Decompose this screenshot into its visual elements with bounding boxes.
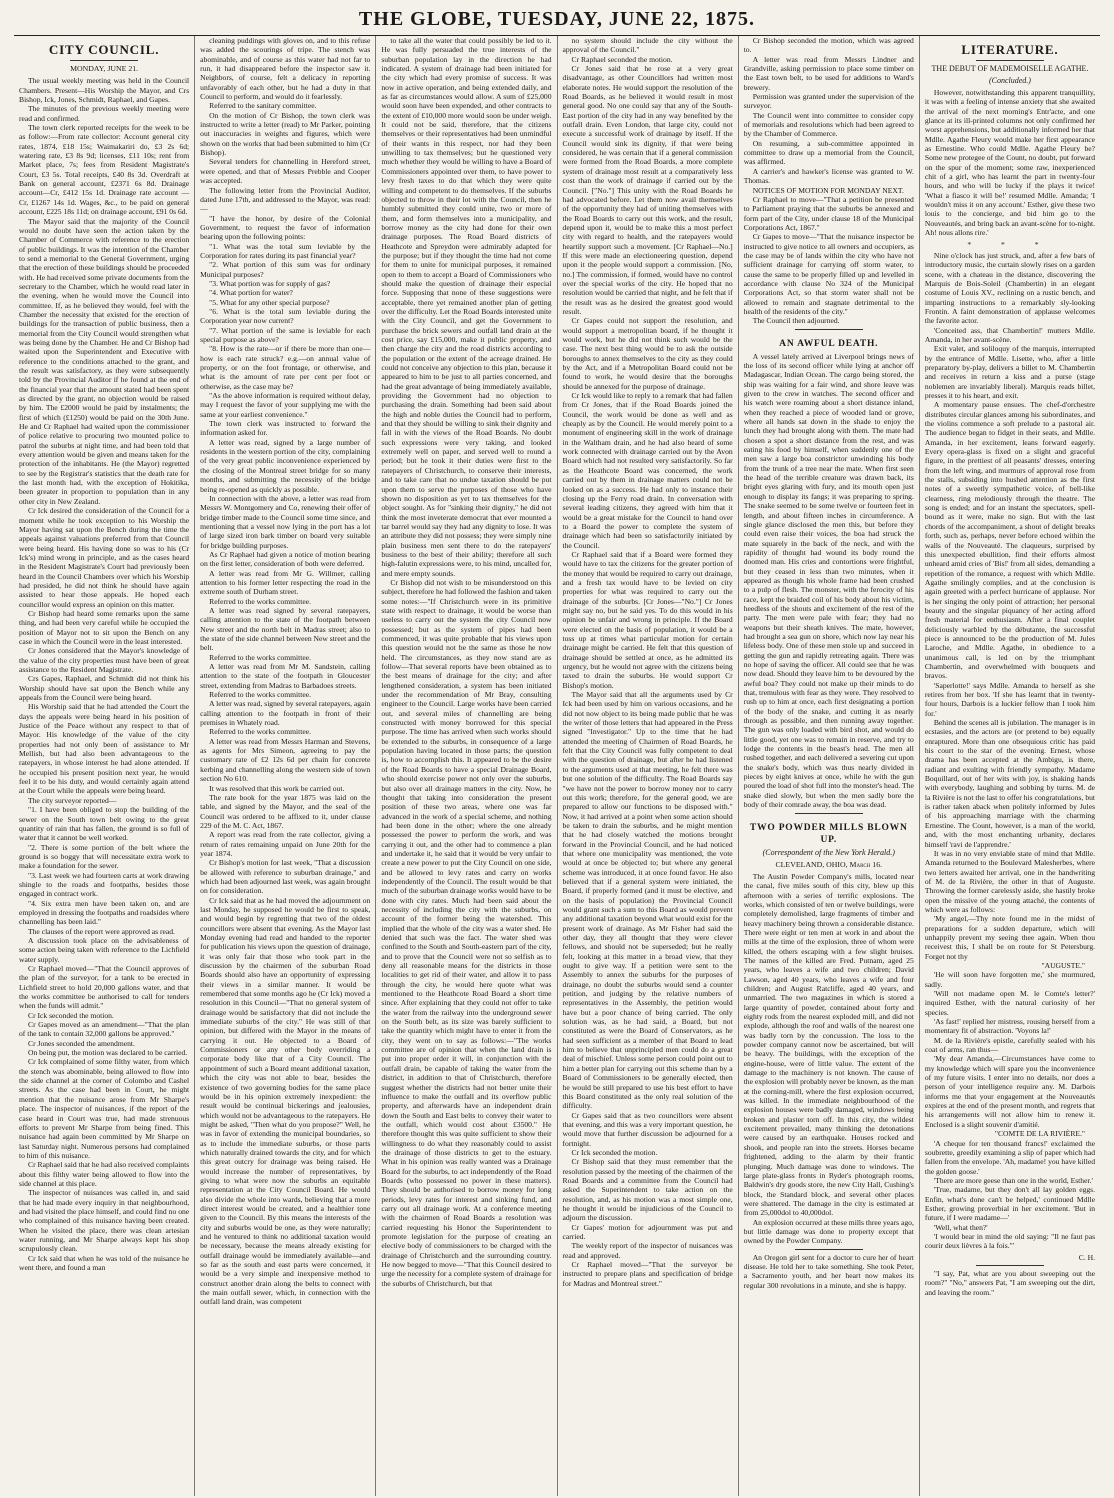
paragraph: The Mayor said that the majority of the Council would no doubt have seen the action taken by the Chamber of Commerce with reference to the erection of public buildings. It was the intention of the Chamber to send a memorial to the General Government, urging that the erection of these buildings should be proceeded with. He had received some private documents from the secretary to the Chamber, which he would read later in the evening, when he would move the Council into committee. If, as he believed they would, feel with the Chamber the necessity that existed for the erection of buildings for the transaction of public business, then a memorial from the City Council would strengthen what was being done by the Chamber. He and Cr Bishop had waited upon the Superintendent and Executive with reference to the conditions attached to the grant, and the result was satisfactory, as they were subsequently told by the Provincial Auditor if he found at the end of the financial year that the amount stated had been spent as directed by the grant, no objection would be raised by him. The £2000 would be paid by instalments; the first of which (£1250) would be paid on the 30th June. He and Cr Raphael had waited upon the commissioner of police relative to procuring two mounted police to patrol the suburbs at night time, and had been told that every attention would be given and means taken for the protection of the inhabitants. He (the Mayor) regretted to see by the Registrar's statistics that the death rate for the last month had, with the exception of Hokitika, been greater in proportion to population than in any other city in New Zealand. [19,216,190,506]
paragraph: Cr Raphael said that if a Board were formed they would have to tax the citizens for the greater portion of the money that would be required to carry out drainage, and a fresh tax would have to be levied on city properties for what was required to carry out the drainage of the suburbs. [Cr Jones—"No."] Cr Jones might say no, but he said yes. To do this would in his opinion be unfair and wrong in principle. If the Board were elected on the basis of population, it would be a toss up at times what particular motion for certain drainage might be carried. He felt that this question of drainage should be settled at once, as he admitted its urgency, but he would not agree with the citizens being taxed to drain the suburbs. He would support Cr Bishop's motion. [562,549,733,690]
paragraph: no system should include the city without the approval of the Council." [562,36,733,55]
mills-subhead: (Correspondent of the New York Herald.) [762,847,895,857]
column-4 [558,36,739,1496]
column-6 [920,36,1100,1496]
paragraph: Exit valet, and soliloquy of the marquis, interrupted by the entrance of Mdlle. Lisette, who, after a little preparatory by-play, delivers a billet to M. Chambertin and receives in return a kiss and a purse (stage noblemen are invariably liberal). Marquis reads billet, presses it to his heart, and exit. [924,344,1096,400]
paragraph: Referred to the works committee. [209,690,312,700]
paragraph: A letter was read signed by several ratepayers, calling attention to the state of the footpath between New street and the north belt in Madras street; also to the state of the side channel between New street and the belt. [200,605,371,653]
paragraph: It was resolved that this work be carried out. [209,783,345,793]
council-body-3 [381,36,551,1288]
paragraph: Cr Ick said that as he had moved the adjournment on last Monday, he supposed he would be first to speak, and would begin by regretting that two of the oldest councillors were absent that evening. As the Mayor last Monday evening had read and handed to the reporter for publication his views upon the question of drainage, it was only fair that those who took part in the discussion by the chairmen of the suburban Road Boards should also have an opportunity of expressing their views in a similar manner. It would be remembered that some months ago he (Cr Ick) moved a resolution in this Council—"That no general system of drainage would be satisfactory that did not include the immediate suburbs of the city." He was still of that opinion, but differed with the Mayor in the means of carrying it out. He objected to a Board of Commissioners or any other body overriding a corporate body like that of a City Council. The appointment of such a Board meant additional taxation, which the city was not able to bear, besides the existence of two governing bodies for the same place would be in his opinion extremely inexpedient: the result would be continual bickerings and jealousies, which would not be advantageous to the ratepayers. He might be asked, "Then what do you propose?" Well, he was in favor of extending the municipal boundaries, so as to include the immediate suburbs, or those parts which naturally drained towards the city, and for which this great outcry for drainage was being raised. He would increase the number of representatives, by giving to what were now the suburbs an equitable representation at the City Council Board. He would also divide the whole into wards, believing that a more direct interest would be created, and a healthier tone given to the Council. By this means the interests of the city and suburbs would be one, as they were naturally; and he ventured to think no additional taxation would be necessary, because the means already existing for outfall drainage would be immediately available—and so far as the south and east parts were concerned, it would be a very simple and inexpensive method to construct another drain along the belts to connect with the main outfall sewer, which, in connection with the outfall land drain, was competent [200,895,371,1307]
paragraph: The Austin Powder Company's mills, located near the canal, five miles south of this city, blew up this afternoon with a series of terrific explosions. The works, which consisted of ten or twelve buildings, were completely demolished, large fragments of timber and heavy machinery being thrown a considerable distance. There were eight or ten men at work in and about the mills at the time of the explosion, three of whom were killed, the others escaping with a few slight bruises. The names of the killed are Fred. Putnam, aged 25 years, who leaves a wife and two children; David Lawson, aged 40 years, who leaves a wife and four children; and August Ratcliffe, aged 40 years, and unmarried. The two magazines in which is stored a large quantity of powder, contained about forty and eighty rods from the nearest exploded mill, and did not explode, although the roof and walls of the nearest one was badly torn by the concussion. The loss to the powder company cannot now be ascertained, but will be heavy. The buildings, with the exception of the engine-house, were of little value. The extent of the damage to the machinery is not known. The cause of the explosion will probably never be known, as the man at the corning-mill, where the first explosion occurred, was killed. In the immediate neighbourhood of the explosion houses were badly damaged, windows being broken and plaster torn off. In this city, the wildest excitement prevailed, many thinking the detonations were caused by an earthquake. Houses rocked and shook, and people ran into the streets. Horses became frightened, adding to the alarm by their frantic plunging. Much damage was done to windows. The large plate-glass fronts in Ryder's photograph rooms, Baldwin's dry goods store, the new City Hall, Cushing's block, the Standard block, and several other places were shattered. The damage in the city is estimated at from 25,000dol to 40,000dol. [743,871,914,1218]
paragraph: A letter was read, signed by several ratepayers, again calling attention to the footpath in front of their premises in Whately road. [200,699,371,728]
paragraph: Cr Ick would like to reply to a remark that had fallen from Cr Jones, that if the Road Boards joined the Council, the work would be done as well and as cheaply as by the Council. He would merely point to a monument of engineering skill in the work of drainage in the Waltham drain, and he had also heard of some work connected with drainage carried out by the Avon Board which had not resulted very satisfactorily. So far as the Heathcote Board was concerned, the work carried out by them in drainage matters could not be looked on as a success. He had only to instance their closing up the Ferry road drain. In conversation with several leading citizens, they agreed with him that it would be a great mistake for the Council to hand over to a Board the power to complete the system of drainage which had been so satisfactorily initiated by the Council. [562,391,733,550]
paragraph: The town clerk reported receipts for the week to be as follow:—From rate collector: Account general city rates, 1874, £18 15s; Waimakariri do, £3 2s 6d; watering rate, £3 8s 9d; licenses, £11 10s; rent from Market place, 7s; fees from Resident Magistrate's Court, £3 5s. Total receipts, £40 8s 3d. Overdraft at Bank on general account, £2371 6s 8d. Drainage account—Cr, £412 15s 1d. Drainage rate account — Cr, £1267 14s 1d. Wages, &c., to be paid on general account, £225 18s 11d; on drainage account, £91 0s 6d. [19,123,190,217]
paragraph: to take all the water that could possibly be led to it. He was fully persuaded the true interests of the suburban population lay in the direction he had indicated. A system of drainage had been initiated for the city which had every promise of success. It was now in active operation, and being extended daily, and as far as circumstances would allow. A sum of £25,000 would soon have been expended, and other contracts to the extent of £10,000 more would soon be under weigh. It could not be said, therefore, that the citizens themselves or their representatives had been unmindful of their wants in this respect, nor had they been unwilling to tax themselves; but he questioned very much whether they would be willing to have a Board of Commissioners appointed over them, to have power to levy fresh taxes to do that which they were quite willing and competent to do themselves. If the suburbs objected to throw in their lot with the Council, then he humbly submitted they could unite, two or more of them, and form themselves into a municipality, and borrow money as the city had done for their own drainage purposes. The Road Board districts of Heathcote and Spreydon were admirably adapted for the purpose; but if they thought the time had not come for them to unite for municipal purposes, it remained open to them to accept a Board of Commissioners who should make the question of drainage their especial force. Supposing that none of these suggestions were acceptable, there yet remained another plan of getting over the difficulty. Let the Road Boards interested unite with the City Council, and get the Government to purchase the brick sewers and outfall land drain at the cost price, say £15,000, make it public property, and then charge the city and the road districts according to the population or the extent of the acreage drained. He could not conceive any objection to this plan, because it appeared to him to be just to all parties concerned, and had the great advantage of being immediately available, providing the Government had no objection to purchasing the drain. Something had been said about the high and noble duties the Council had to perform, and that they should be willing to sink their dignity and fall in with the views of the Road Boards. No doubt such expressions were very taking, and looked extremely well on paper, and served well to round a period; but he took it their duties were first to the ratepayers of Christchurch, to conserve their interests, and to take care that no undue taxation should be put upon them to serve the purposes of those who have shown no disposition as yet to tax themselves for the object sought. As for "sinking their dignity," he did not think the most inveterate democrat that ever mounted a tar barrel would say they had any dignity to lose. It was an attribute they did not possess; they were simply nine plain business men sent there to do the ratepayers' business to the best of their ability; therefore all such high-falutin expressions were, to his mind, uncalled for, and mere empty sounds. [381,36,552,578]
paragraph: Several tenders for channelling in Hereford street, were opened, and that of Messrs Prebble and Cooper was accepted. [200,157,371,186]
paragraph: "4. What portion for water? [209,288,293,298]
paragraph: The Council went into committee to consider copy of memorials and resolutions which had been agreed to by the Chamber of Commerce. [743,110,914,139]
paragraph: Behind the scenes all is jubilation. The manager is in ecstasies, and the actors are (or pretend to be) equally enraptured. More than one obsequious critic has paid his court to the star of the evening. Ernest, whose drama has been accepted at the Ambigu, is there, radiant and exulting with friendly sympathy. Madame Boquillard, out of her wits with joy, is shaking hands with everybody, laughing and sobbing by turns. M. de la Rivière is not the last to offer his congratulations, but is rather taken aback when politely informed by Jules of his approaching marriage with the charming Ernestine. The Count, however, is a man of the world, and, with the most enchanting urbanity, declares himself 'ravi de l'apprendre.' [924,718,1096,849]
signature-auguste: "AUGUSTE." [1041,960,1086,970]
paragraph: Referred to the sanitary committee. [209,101,317,111]
paragraph: "7. What portion of the same is leviable for each special purpose as above? [200,325,371,344]
paragraph: Cr Bishop seconded the motion, which was agreed to. [743,36,914,55]
paragraph: Referred to the works committee. [209,727,312,737]
paragraph: Cr Jones seconded the amendment. [28,1038,135,1048]
paragraph: It was in no very enviable state of mind that Mdlle. Amanda returned to the Boulevard Malesherbes, where two letters awaited her arrival, one in the handwriting of M. de la Rivière, the other in that of Auguste. Throwing the former carelessly aside, she hastily broke open the missive of the young attaché, the contents of which were as follows: [924,848,1096,914]
paragraph: However, notwithstanding this apparent tranquillity, it was with a feeling of intense anxiety that she awaited the arrival of the next morning's Entr'acte, and one glance at its ill-printed columns not only confirmed her worst apprehensions, but additionally informed her that Mdlle. Agathe Fleury would make her first appearance as Ernestine. Who could Mdlle. Agathe Fleury be? Some new protegee of the Count, no doubt, put forward on the spur of the moment; some raw, inexperienced chit of a girl, who has learnt the part in twenty-four hours, and who will be lucky if the plays it twice! 'What a fiasco it will be!' resumed Mdlle. Amanda; 'I wouldn't miss it on any account.' Esther, give these two louis to the concierge, and bid him go to the Nouveautés, and bring back an avant-scène for to-night. Ah! nous allons rire.' [924,88,1096,238]
paragraph: Cr Ick complained of some filthy water, from which the stench was abominable, being allowed to flow into the side channel at the corner of Colombo and Cashel streets. As the case had been in Court, he might mention that the nuisance arose from Mr Sharpe's place. The inspector of nuisances, if the report of the case heard in Court was true, had made strenuous efforts to prevent Mr Sharpe from being fined. This nuisance had again been committed by Mr Sharpe on last Saturday night. Numerous persons had complained to him of this nuisance. [19,1057,190,1160]
literature-body-3 [925,970,1095,1129]
paragraph: Permission was granted under the supervision of the surveyor. [743,92,914,111]
paragraph: A letter was read from Messrs Harman and Stevens, as agents for Mrs Simeon, agreeing to pay the customary rate of £2 12s 6d per chain for concrete kerbing and channelling along the western side of town section No 610. [200,736,371,784]
literature-concluded: (Concluded.) [988,76,1031,85]
paragraph: Cr Bishop did not wish to be misunderstood on this subject, therefore he had followed the fashion and taken some notes:—"If Christchurch were in its primitive state with respect to drainage, it would be worse than useless to carry out the system the city Council now possessed; but as the system of pipes had been commenced, it was quite probable that his views upon this question would not be the same as those he now held. The circumstances, as they now stand are as follow—That several reports have been obtained as to the best means of drainage for the city; and after lengthened consideration, a system has been initiated under the recommendation of Mr Bray, consulting engineer to the Council. Large works have been carried out, and several miles of channelling are being constructed with money borrowed for this special purpose. The time has arrived when such works should be extended to the suburbs, in consequence of a large population having located in those parts; the question is, how to accomplish this. It appeared to be the desire of the Road Boards to have a special Drainage Board, who should exercise power not only over the suburbs, but also over all drainage matters in the city. Now, he thought that taking into consideration the present position of these two areas, where one was far advanced in the work of a special scheme, and nothing had been done in the other; where the one already possessed the power to perform the work, and was carrying it out, and the other had to commence a plan and undertake it, he said that it would be very unfair to create a new power to put the City Council on one side, and be allowed to levy rates and carry on works independently of the Council. The result would be that much of the suburban drainage works would have to be done with city rates. Much had been said about the necessity of including the city with the suburbs, on account of the former being the watershed. This implied that the whole of the city was a water shed. He denied that such was the fact. The water shed was confined to the South and South-eastern part of the city, and to prove that the Council were not so selfish as to deny all reasonable means for the districts in those localities to get rid of their water, and allow it to pass through the city, he would here quote what was mentioned to the Heathcote Road Board a short time since. After explaining that they could not offer to take the water from the railway into the underground sewer on the South belt, as its size was barely sufficient to take the quantity which might have to enter it from the city, they went on to say as follows:—"The works committee are of opinion that when the land drain is put into proper order it will, in conjunction with the outfall drain, be capable of taking the water from the district, in addition to that of Christchurch, therefore suggest whether the districts had not better unite their influence to make the outfall and its overflow public property, and afterwards have an independent drain down the South and East belts to convey their water to the outfall, which would cost about £3500." He therefore thought this was quite sufficient to show their willingness to do what they reasonably could to assist the drainage of those districts to get to the estuary. What in his opinion was really wanted was a Drainage Board for the suburbs, to act independently of the Road Boards (who possessed no power in these matters). They should be authorised to borrow money for long periods, levy rates for interest and sinking fund, and carry out all drainage work. At a conference meeting with the chairmen of Road Boards a resolution was carried requesting his Honor the Superintendent to promote legislation for the purpose of creating an elective body of commissioners to be charged with the drainage of Christchurch and the surrounding country. He now begged to move—"That this Council desired to urge the necessity for a complete system of drainage for the suburbs of Christchurch, but that [381,577,552,1288]
paragraph: "1. I have been obliged to stop the building of the sewer on the South town belt owing to the great quantity of rain that has fallen, the ground is so full of water that it cannot be well worked. [19,805,190,843]
paragraph: 'Well, what then?' [933,1222,988,1232]
paragraph: Cr Raphael moved—"That the Council approves of the plan of the surveyor, for a tank to be erected in Lichfield street to hold 20,000 gallons water, and that the works committee be authorised to call for tenders when the funds will admit." [19,964,190,1011]
column-1 [14,36,195,1496]
paragraph: "3. Last week we had fourteen carts at work drawing shingle to the roads and footpaths, besides those engaged in contract work. [19,870,190,899]
paragraph: Cr Bishop had heard some remarks upon the same thing, and had been very careful while he occupied the position of Mayor not to sit upon the Bench on any case in which the Council were in the least interested. [19,608,190,646]
section-stars: * * * [967,239,1053,249]
paragraph: "I have the honor, by desire of the Colonial Government, to request the favor of information bearing upon the following points: [200,213,371,242]
paragraph: A letter was read from Mr G. Willmer, calling attention to his former letter respecting the road in the extreme south of Durham street. [200,568,371,597]
paragraph: On resuming, a sub-committee appointed in committee to draw up a memorial from the Council, was affirmed. [743,138,914,167]
paragraph: Cr Gapes' motion for adjournment was put and carried. [562,1222,733,1241]
death-heading: AN AWFUL DEATH. [779,338,879,349]
paragraph: "2. What portion of this sum was for ordinary Municipal purposes? [200,260,371,279]
mills-dateline: CLEVELAND, OHIO, March 16. [775,859,883,869]
paragraph: Cr Gapes to move—"That the nuisance inspector be instructed to give notice to all owners and occupiers, as the case may be of lands within the city who have not sufficient drainage for carrying off storm water, to cause the same to be properly filled up and levelled in accordance with clause No 324 of the Municipal Corporations Act, so that storm water shall not be allowed to remain and stagnate detrimental to the health of the residents of the city." [743,232,914,316]
paragraph: The weekly report of the inspector of nuisances was read and approved. [562,1241,733,1260]
column-3 [376,36,557,1496]
paragraph: 'My dear Amanda,—Circumstances have come to my knowledge which will spare you the inconvenience of my future visits. I enter into no details, nor does a person of your intelligence require any. M. Darbois informs me that your engagement at the Nouveautés expires at the end of the present month, and regrets that his arrangements will not allow him to renew it. Enclosed is a slight souvenir d'amitié. [924,1054,1096,1129]
divider [795,813,863,814]
divider [976,1265,1044,1266]
paragraph: The inspector of nuisances was called in, and said that he had made every inquiry in that neighbourhood, and had visited the place himself, and could find no one who complained of this nuisance having been created. When he visited the place, there was clean artesian water running, and Mr Sharpe always kept his shop scrupulously clean. [19,1188,190,1254]
paragraph: 'As fast!' replied her mistress, rousing herself from a momentary fit of abstraction. 'Voyons la!' [924,1017,1096,1036]
paragraph: 'Will not madame open M. le Comte's letter?' inquired Esther, with the natural curiosity of her species. [924,989,1096,1017]
column-2 [195,36,376,1496]
literature-subhead: THE DEBUT OF MADEMOISELLE AGATHE. [931,64,1089,73]
divider [70,60,138,61]
paragraph: Referred to the works committee. [209,652,312,662]
paragraph: The usual weekly meeting was held in the Council Chambers. Present—His Worship the Mayor, and Crs Bishop, Ick, Jones, Schmidt, Raphael, and Gapes. [19,76,190,105]
paragraph: Crs Gapes, Raphael, and Schmidt did not think his Worship should have sat upon the Bench while any appeals from the Council were being heard. [19,674,190,703]
paragraph: On being put, the motion was declared to be carried. [28,1048,188,1058]
signature-initials: C. H. [1078,1252,1096,1262]
paragraph: A discussion took place on the advisableness of some action being taken with reference to the Lichfield water supply. [19,935,190,964]
paragraph: 'I would bear in mind the old saying: "Il ne faut pas courir deux lièvres à la fois."' [924,1231,1096,1251]
paragraph: Cr Jones considered that the Mayor's knowledge of the value of the city properties must have been of great assistance to the Resident Magistrate. [19,646,190,674]
paragraph: NOTICES OF MOTION FOR MONDAY NEXT. [752,185,904,195]
council-heading: CITY COUNCIL. [48,42,160,57]
paragraph: M. de la Rivière's epistle, carefully sealed with his coat of arms, ran thus— [924,1035,1096,1055]
paragraph: "8. How is the rate—or if there be more than one—how is each rate struck? e.g.—on annual value of property, or on the foot frontage, or otherwise, and what is the amount of rate per cent per foot or otherwise, as the case may be? [200,344,371,391]
paragraph: The clauses of the report were approved as read. [28,926,175,936]
paragraph: Referred to the works committee. [209,596,312,606]
paragraph: A letter was read from Mr M. Sandstein, calling attention to the state of the footpath in Gloucester street, extending from Madras to Barbadoes streets. [200,662,371,690]
council-body-5 [744,36,914,326]
paragraph: The following letter from the Provincial Auditor, dated June 17th, and addressed to the Mayor, was read:— [200,185,371,214]
oregon-item: An Oregon girl sent for a doctor to cure her of heart disease. He told her to take something. She took Peter, a Sacramento youth, and her heart now makes its regular 300 revolutions in a minute, and she is happy. [743,1252,914,1290]
paragraph: The minutes of the previous weekly meeting were read and confirmed. [19,104,190,123]
paragraph: 'Saperlotte!' says Mdlle. Amanda to herself as she retires from her box. 'If she has learnt that in twenty-four hours, Darbois is a luckier fellow than I took him for.' [924,680,1096,718]
divider [795,1249,863,1250]
paragraph: "3. What portion was for supply of gas? [209,278,331,288]
paragraph: The rate book for the year 1875 was laid on the table, and signed by the Mayor, and the seal of the Council was ordered to be affixed to it, under clause 229 of the M. C. Act, 1867. [200,792,371,830]
paragraph: Cr Raphael to move—"That a petition be presented to Parliament praying that the suburbs be annexed and form part of the City, under clause 18 of the Municipal Corporations Act, 1867." [743,194,914,232]
paragraph: 'A cheque for ten thousand francs!' exclaimed the soubrette, greedily examining a slip of paper which had fallen from the envelope. 'Ah, madame! you have killed the golden goose.' [924,1138,1096,1176]
paragraph: "2. There is some portion of the belt where the ground is so boggy that will necessitate extra work to make a foundation for the sewer. [19,842,190,871]
paragraph: Cr Raphael moved—"That the surveyor be instructed to prepare plans and specification of bridge for Madras and Montreal street." [562,1260,733,1288]
mills-heading: TWO POWDER MILLS BLOWN UP. [749,822,908,845]
columns [14,36,1100,1496]
divider [795,329,863,330]
paragraph: "6. What is the total sum leviable during the Corporation year now current? [200,306,371,326]
paragraph: Nine o'clock has just struck, and, after a few bars of introductory music, the curtain slowly rises on a garden scene, with a chateau in the distance, discovering the Marquis de Bois-Soleil (Chambertin) in an elegant costume of Louis XV., reclining on a rustic bench, and imparting instructions to a remarkably sly-looking Frontin. A faint demonstration of applause welcomes the favorite actor. [924,250,1096,326]
paragraph: As Cr Raphael had given a notice of motion bearing on the first letter, consideration of both were deferred. [200,549,371,569]
paragraph: 'Conceited ass, that Chambertin!' mutters Mdlle. Amanda, in her avant-scène. [924,325,1096,344]
paragraph: Cr Raphael seconded the motion. [571,54,673,64]
paragraph: The city surveyor reported— [28,795,117,805]
paragraph: Cr Gapes said that as two councillors were absent that evening, and this was a very important question, he would move that further discussion be adjourned for a fortnight. [562,1110,733,1148]
council-body-2 [200,36,370,1307]
paragraph: Cr Ick seconded the motion. [571,1147,658,1157]
council-body-1 [19,76,189,1272]
literature-heading: LITERATURE. [961,42,1059,57]
paragraph: 'There are more geese than one in the world, Esther.' [933,1175,1093,1185]
paragraph: Cr Ick said that when he was told of the nuisance he went there, and found a man [19,1253,190,1272]
death-body [744,352,914,810]
paragraph: A letter was read from Messrs Lindner and Grandville, asking permission to place some timber on the East town belt, to be used for additions to Ward's brewery. [743,54,914,92]
literature-body-1 [925,88,1095,238]
council-dateline: MONDAY, JUNE 21. [70,64,139,73]
signature-comte: "COMTE DE LA RIVIÈRE." [994,1129,1086,1139]
paragraph: "5. What for any other special purpose? [209,297,330,307]
literature-body-2 [925,251,1095,961]
paragraph: Cr Ick seconded the motion. [28,1010,114,1020]
paragraph: Cr Gapes could not support the resolution, and would support a metropolitan board, if he thought it would work, but he did not think such would be the case. The next best thing would be to ask the outside boroughs to annex themselves to the city as they could by the Act, and if a Metropolitan Board could not be found to work, he would desire that the boroughs should be annexed for the purpose of drainage. [562,316,733,391]
paragraph: cleaning puddings with gloves on, and to this refuse was added the scourings of tripe. The stench was abominable, and of course as this water had not far to run, it had disappeared before the inspector saw it. Neighbors, of course, felt a delicacy in reporting unfavorably of each other, but he had a duty in that Council to perform, and would do it fearlessly. [200,36,371,102]
paragraph: A letter was read, signed by a large number of residents in the western portion of the city, complaining of the very great public inconvenience experienced by the closing of the Montreal street bridge for so many months, and submitting the necessity of the bridge being re-opened as quickly as possible. [200,437,371,494]
mills-body [744,872,914,1246]
paragraph: Cr Bishop said that they must remember that the resolution passed by the meeting of the chairmen of the Road Boards and a committee from the Council had asked the Superintendent to take action on the resolution, and, as his motion was a most simple one, he thought it would be injudicious of the Council to adjourn the discussion. [562,1157,733,1223]
paragraph: The town clerk was instructed to forward the information asked for. [200,419,371,438]
paragraph: A momentary pause ensues. The chef-d'orchestre distributes circular glances among his subordinates, and the violins commence a soft prelude to a pastoral air. The audience began to fidget in their seats, and Mdlle. Amanda, in her excitement, leans forward eagerly. Every opera-glass is fixed on a slight and graceful figure, in the prettiest of all peasants' dresses, entering from the left wing, and murmurs of approval rose from the stalls, subsiding into hushed attention as the first notes of a sweetly sympathetic voice, of bell-like clearness, ring melodiously through the theatre. The song is ended; and for an instant the spectators, spell-bound as it were, make no sign. But with the last chords of the accompaniment, a shout of delight breaks forth, such as, perhaps, never before echoed within the walls of the Nouveauté. The claqueurs, surprised by this unexpected ebullition, find their efforts almost unheard amid cries of 'Bis!' from all sides, demanding a repetition of the romance, a request with which Mdlle. Agathe smilingly complies, and at the conclusion is again greeted with a perfect hurricane of applause. Nor is her singing the only point of attraction; her personal beauty and the singular piquancy of her acting afford fresh material for enthusiasm. After a final couplet deliciously warbled by the débutante, the successful piece is announced to be the production of M. Jules Laroche, and Mdlle. Agathe, in obedience to a unanimous call, is led on by the triumphant Chambertin, and overwhelmed with bouquets and bravos. [924,400,1096,681]
paragraph: "1. What was the total sum leviable by the Corporation for rates during its past financial year? [200,241,371,260]
divider [976,60,1044,61]
paragraph: His Worship said that he had attended the Court the days the appeals were being heard in his position of Justice of the Peace without any respect to that of Mayor. His knowledge of the value of the city properties had not only been of assistance to Mr Mellish, but had also been advantageous to the ratepayers, in whose interest he had alone attended. If he occupied his present position next year, he would feel it to be his duty, and would certainly again attend at the Court while the appeals were being heard. [19,702,190,796]
literature-body-4 [925,1139,1095,1251]
paragraph: Cr Gapes moved as an amendment—"That the plan of the tank to contain 32,000 gallons be approved." [19,1020,190,1039]
paragraph: Cr Bishop's motion for last week, "That a discussion be allowed with reference to suburban drainage," and which had been adjourned last week, was again brought on for consideration. [200,858,371,896]
paragraph: 'He will soon have forgotten me,' she murmured, sadly. [924,970,1096,989]
paragraph: The Council then adjourned. [752,316,840,326]
paragraph: Cr Ick desired the consideration of the Council for a moment while he took exception to his Worship the Mayor having sat upon the Bench during the time the appeals against valuations preferred from that Council were being heard. His having done so was to his (Cr Ick's) mind wrong in principle, and as the cases heard in the Resident Magistrate's Court had previously been heard in the Council Chambers over which his Worship had presided, he did not think he should have again assisted to hear those appeals. He hoped each councillor would express an opinion on this matter. [19,506,190,609]
paragraph: A vessel lately arrived at Liverpool brings news of the loss of its second officer while lying at anchor off Madagascar, Indian Ocean. The cargo being stored, the ship was waiting for a fair wind, and shore leave was given to the crew in watches. The second officer and his watch were roaming about a short distance inland, when they reached a piece of wooded land or grove, where all hands sat down in the shade to enjoy the lunch they had brought along with them. The mate had chosen a spot a short distance from the rest, and was eating his food by himself, when suddenly one of the men saw a large boa constrictor unwinding his body from the trunk of a tree near the mate. When first seen the head of the terrible creature was drawn back, its bright eyes glaring with fury, and its mouth open just enough to display its fangs; it was preparing to spring. The snake seemed to be some twelve or fourteen feet in length, and about fifteen inches in circumference. A single glance disclosed the men this, but before they could even raise their voices, the boa had struck the mate squarely in the back of the neck, and with the rapidity of thought had wound its body round the doomed man. His cries and contortions were frightful, but they ceased in less than two minutes, when it appeared as though his whole frame had been crushed to a pulp of flesh. The monster, with the ferocity of his race, kept the braided coil of his body about his victim, heedless of the shouts and excitement of the rest of the party. The men were pale with fear; they had no weapons but their sheath knives. The mate, however, had brought a sea gun on shore, which now lay near his lifeless body. One of these men stole up and succeed in getting the gun and rapidly retreating again. There was no hope of saving the officer. All could see that he was now dead. Should they leave him to be devoured by the awful boa? They could not make up their minds to do that, tremulous with fear as they were. They resolved to rush up to him at once, each first designating a portion of the body of the snake, and cutting it as nearly through as possible, and then running away together. The gun was only loaded with bird shot, and would do little good, yet one was to remain in reserve, and try to lodge the contents in the beast's head. The men all rushed together, and each delivered a severing cut upon the snake's body, which was thus nearly divided in pieces by eight knives at once, while he with the gun poured the load of shot full into the monster's head. The snake died slowly, but when the men sadly bore the body of their comrade away, the boa was dead. [743,351,914,810]
paragraph: Cr Jones said that he rose at a very great disadvantage, as other Councillors had written most elaborate notes. He would support the resolution of the Road Boards, as he believed it would result in most general good. No one could say that any of the South-East portion of the city had in any way benefited by the outfall drain. Even London, that large city, could not execute a successful work of drainage by itself. If the Council would sink its dignity, if that were being considered, he was certain that if a general commission were formed from the Road Boards, a more complete system of drainage most result at a comparatively less cost than the work of drainage if carried out by the Council. ["No."] This unity with the Road Boards he had advocated before. Let them now avail themselves of the opportunity they had of uniting themselves with the Road Boards to carry out this work, and the result, depend upon it, would be to make this a most perfect city with regard to health, and the ratepayers would heartily support such a movement. [Cr Raphael—No.] If this were made an electioneering question, depend upon it the people would support a commission. [No, no.] The commission, if formed, would have no control over the special works of the city. He hoped that no resolution would be carried that night, and he felt that if the result was as he desired the greatest good would result. [562,64,733,316]
paragraph: A report was read from the rate collector, giving a return of rates remaining unpaid on June 20th for the year 1874. [200,830,371,858]
paragraph: The Mayor said that all the arguments used by Cr Ick had been used by him on various occasions, and he did not now object to its being made public that he was the writer of those letters that had appeared in the Press signed "Investigator." Up to the time that he had attended the meeting of Chairmen of Road Boards, he felt that the City Council was fully competent to deal with the question of drainage, but after he had listened to the arguments used at that meeting, he felt there was but one solution of the difficulty. The Road Boards say "we have not the power to borrow money nor to carry out this work; therefore, for the general good, we are prepared to allow our functions to be disposed with." Now, it had arrived at a point when some action should be taken to drain the suburbs, and he might mention that he had closely watched the motions brought forward in the Provincial Council, and he had noticed that where one municipality was mentioned, the vote would at once be objected to; but where any general scheme was introduced, it at once found favor. He also believed that if a general system were initiated, the Board, if properly formed (and it must be elective, and on the basis of population) the Provincial Council would grant such a sum to this Board as would prevent any additional taxation beyond what would exist for the present work of drainage. As Mr Fisher had said the other day, they all thought that they were clever fellows, and should not be superseded; but he really felt, looking at this matter in a broad view, that they ought to give way. If a petition were sent to the Assembly to annex the suburbs for the purposes of drainage, no doubt the suburbs would send a counter petition, and judging by the relative numbers of representatives in the Assembly, the petition would have but a poor chance of being carried. The only solution was, as he had said, a Board, but not constituted as were the Board of Conservators, as he had seen sufficient as a member of that Board to lead him to believe that unprincipled men could do a great deal of mischief. Unless some person could point out to him a better plan for carrying out this scheme than by a Board of Commissioners to be generally elected, then he would be still prepared to use his best effort to have this Board constituted as the only real solution of the difficulty. [562,690,733,1111]
paragraph: 'True, madame, but they don't all lay golden eggs. Enfin, what's done can't be helped,' continued Mdlle Esther, growing proverbial in her excitement. 'But in future, if I were madame—' [924,1185,1096,1223]
paragraph: An explosion occurred at these mills three years ago, but little damage was done to property except that owned by the Powder Company. [743,1217,914,1246]
paragraph: "As the above information is required without delay, may I request the favor of your supplying me with the same at your earliest convenience." [200,391,371,419]
paragraph: 'My angel,—Thy note found me in the midst of preparations for a sudden departure, which will unhappily prevent my seeing thee again. When thou receivest this, I shall be on route for St Petersburg. Forget not thy [924,914,1096,961]
paragraph: In connection with the above, a letter was read from Messrs W. Montgomery and Co, renewing their offer of bridge timber made to the Council some time since, and mentioning that a vessel now lying in the port has a lot of large sized iron bark timber on board very suitable for bridge building purposes. [200,493,371,550]
closing-joke: "I say, Pat, what are you about sweeping out the room?" "No," answers Pat, "I am sweeping out the dirt, and leaving the room." [924,1268,1096,1297]
masthead: THE GLOBE, TUESDAY, JUNE 22, 1875. [14,6,1100,36]
council-body-4 [563,36,733,1288]
paragraph: Cr Raphael said that he had also received complaints about this filthy water being allowed to flow into the side channel at this place. [19,1160,190,1188]
column-5 [739,36,920,1496]
paragraph: A carrier's and hawker's license was granted to W. Thomas. [743,166,914,186]
paragraph: On the motion of Cr Bishop, the town clerk was instructed to write a letter (read) to Mr Parker, pointing out inaccuracies in weights and figures, which were shown on the works that had been submitted to him (Cr Bishop). [200,110,371,158]
paragraph: "4. Six extra men have been taken on, and are employed in dressing the footpaths and roadsides where channelling has been laid." [19,898,190,927]
